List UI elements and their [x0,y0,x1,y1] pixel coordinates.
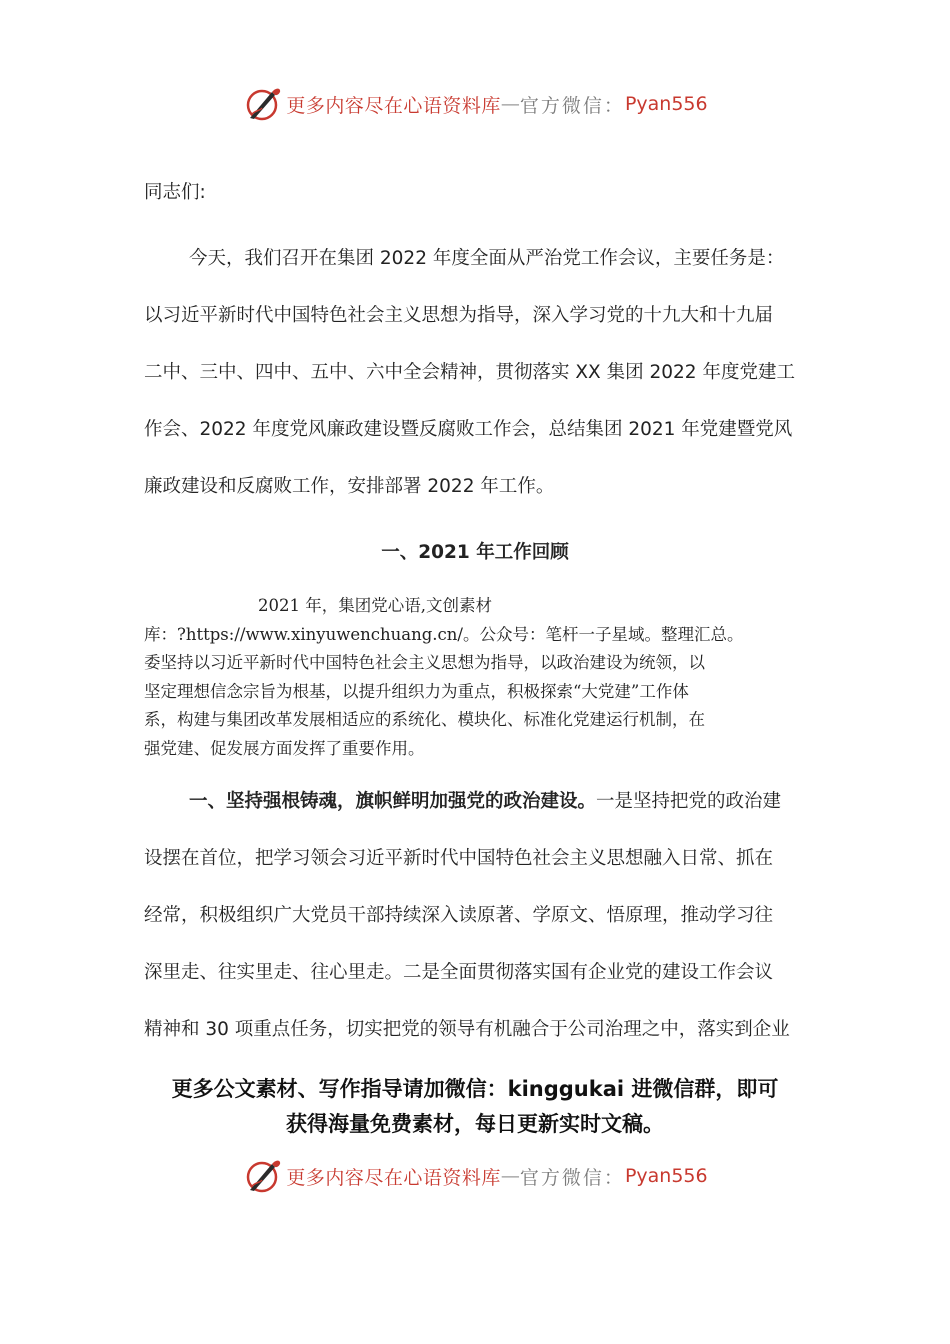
banner-separator: — [500,93,520,115]
review-line-4: 坚定理想信念宗旨为根基，以提升组织力为重点，积极探索“大党建”工作体 [144,681,689,701]
review-line-5: 系，构建与集团改革发展相适应的系统化、模块化、标准化党建运行机制，在 [144,710,705,729]
promo-line-1: 更多公文素材、写作指导请加微信：kinggukai 进微信群，即可 [171,1077,779,1101]
banner-wechat-id: Pyan556 [624,1165,708,1187]
intro-line-3: 二中、三中、四中、五中、六中全会精神，贯彻落实 XX 集团 2022 年度党建工 [144,362,795,383]
header-banner [0,82,950,126]
review-line-6: 强党建、促发展方面发挥了重要作用。 [144,738,425,758]
point1-first-line [189,790,859,814]
footer-banner [0,1154,950,1198]
banner-label: 官方微信： [519,94,625,117]
section-heading: 一、2021 年工作回顾 [381,542,569,563]
review-line-3: 委坚持以习近平新时代中国特色社会主义思想为指导，以政治建设为统领，以 [144,653,705,672]
point1-line-4: 深里走、往实里走、往心里走。二是全面贯彻落实国有企业党的建设工作会议 [144,962,774,983]
review-line-1: 2021 年，集团党心语,文创素材 [258,596,492,615]
intro-line-1: 今天，我们召开在集团 2022 年度全面从严治党工作会议，主要任务是： [189,248,785,269]
banner-site-name: 更多内容尽在心语资料库 [286,94,501,117]
quill-logo-icon [242,1156,282,1196]
salutation: 同志们: [144,182,206,203]
intro-line-2: 以习近平新时代中国特色社会主义思想为指导，深入学习党的十九大和十九届 [144,305,774,326]
point1-first-text: 一是坚持把党的政治建 [596,791,782,812]
review-line-2: 库：?https://www.xinyuwenchuang.cn/。公众号：笔杆一子星域。整理汇总。 [144,624,744,644]
point1-line-2: 设摆在首位，把学习领会习近平新时代中国特色社会主义思想融入日常、抓在 [144,848,774,869]
banner-wechat-id: Pyan556 [624,93,708,115]
point1-line-5: 精神和 30 项重点任务，切实把党的领导有机融合于公司治理之中，落实到企业 [144,1019,790,1040]
banner-site-name: 更多内容尽在心语资料库 [286,1166,501,1189]
intro-line-5: 廉政建设和反腐败工作，安排部署 2022 年工作。 [144,476,555,497]
banner-label: 官方微信： [519,1166,625,1189]
intro-line-4: 作会、2022 年度党风廉政建设暨反腐败工作会，总结集团 2021 年党建暨党风 [144,419,793,440]
point1-line-3: 经常，积极组织广大党员干部持续深入读原著、学原文、悟原理，推动学习往 [144,905,774,926]
banner-separator: — [500,1165,520,1187]
promo-line-2: 获得海量免费素材，每日更新实时文稿。 [286,1112,664,1136]
point1-heading: 一、坚持强根铸魂，旗帜鲜明加强党的政治建设。 [189,791,597,812]
review-paragraph [144,592,814,763]
quill-logo-icon [242,84,282,124]
